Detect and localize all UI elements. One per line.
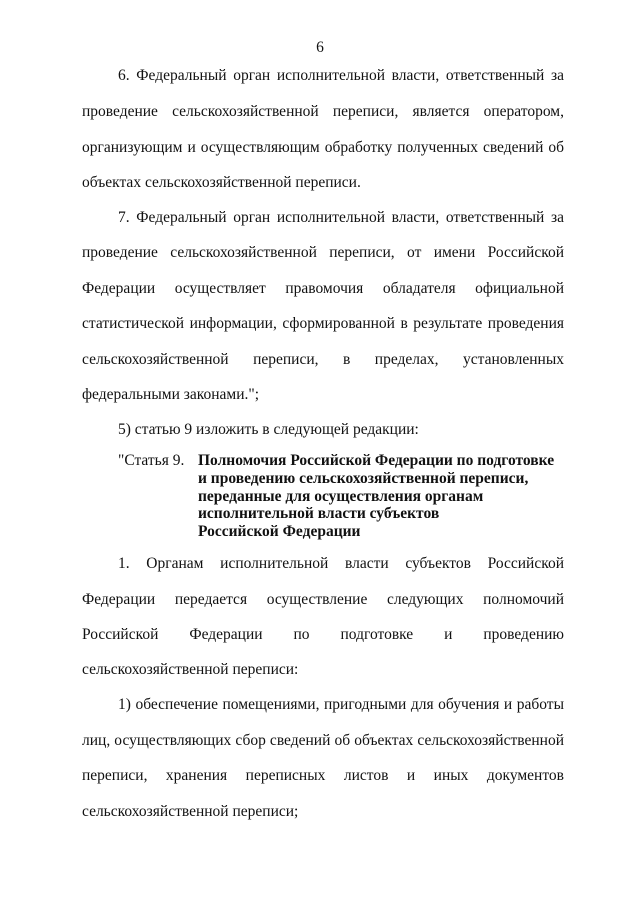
article-title-line-2: и проведению сельскохозяйственной переписи,: [198, 470, 529, 487]
article-clause-1-line-3: Российской Федерации по подготовке и проведению: [82, 626, 564, 643]
article-clause-1-line-1: 1. Органам исполнительной власти субъектов Российской: [118, 555, 564, 572]
article-clause-1-line-4: сельскохозяйственной переписи:: [82, 661, 299, 678]
paragraph-7-line-3: Федерации осуществляет правомочия обладателя официальной: [82, 280, 564, 297]
article-clause-1-line-2: Федерации передается осуществление следующих полномочий: [82, 591, 564, 608]
paragraph-7-line-1: 7. Федеральный орган исполнительной власти, ответственный за: [118, 209, 564, 226]
article-label: "Статья 9.: [118, 452, 185, 469]
subclause-1-line-4: сельскохозяйственной переписи;: [82, 803, 299, 820]
subclause-1-line-3: переписи, хранения переписных листов и иных документов: [82, 767, 564, 784]
paragraph-7-line-2: проведение сельскохозяйственной переписи, от имени Российской: [82, 244, 564, 261]
paragraph-6-line-3: организующим и осуществляющим обработку полученных сведений об: [82, 139, 564, 156]
article-title-line-1: Полномочия Российской Федерации по подготовке: [198, 452, 555, 469]
paragraph-6-line-2: проведение сельскохозяйственной переписи, является оператором,: [82, 103, 564, 120]
amendment-item-5: 5) статью 9 изложить в следующей редакции:: [118, 421, 419, 438]
paragraph-7-line-6: федеральными законами.";: [82, 386, 260, 403]
paragraph-6-line-1: 6. Федеральный орган исполнительной власти, ответственный за: [118, 67, 564, 84]
paragraph-6-line-4: объектах сельскохозяйственной переписи.: [82, 174, 361, 191]
article-title-line-3: переданные для осуществления органам: [198, 488, 484, 505]
paragraph-7-line-5: сельскохозяйственной переписи, в пределах, установленных: [82, 351, 564, 368]
subclause-1-line-1: 1) обеспечение помещениями, пригодными для обучения и работы: [118, 696, 564, 713]
article-title-line-4: исполнительной власти субъектов: [198, 505, 440, 522]
article-title-line-5: Российской Федерации: [198, 523, 361, 540]
page-number: 6: [316, 39, 324, 56]
paragraph-7-line-4: статистической информации, сформированной в результате проведения: [82, 315, 564, 332]
subclause-1-line-2: лиц, осуществляющих сбор сведений об объектах сельскохозяйственной: [82, 732, 564, 749]
